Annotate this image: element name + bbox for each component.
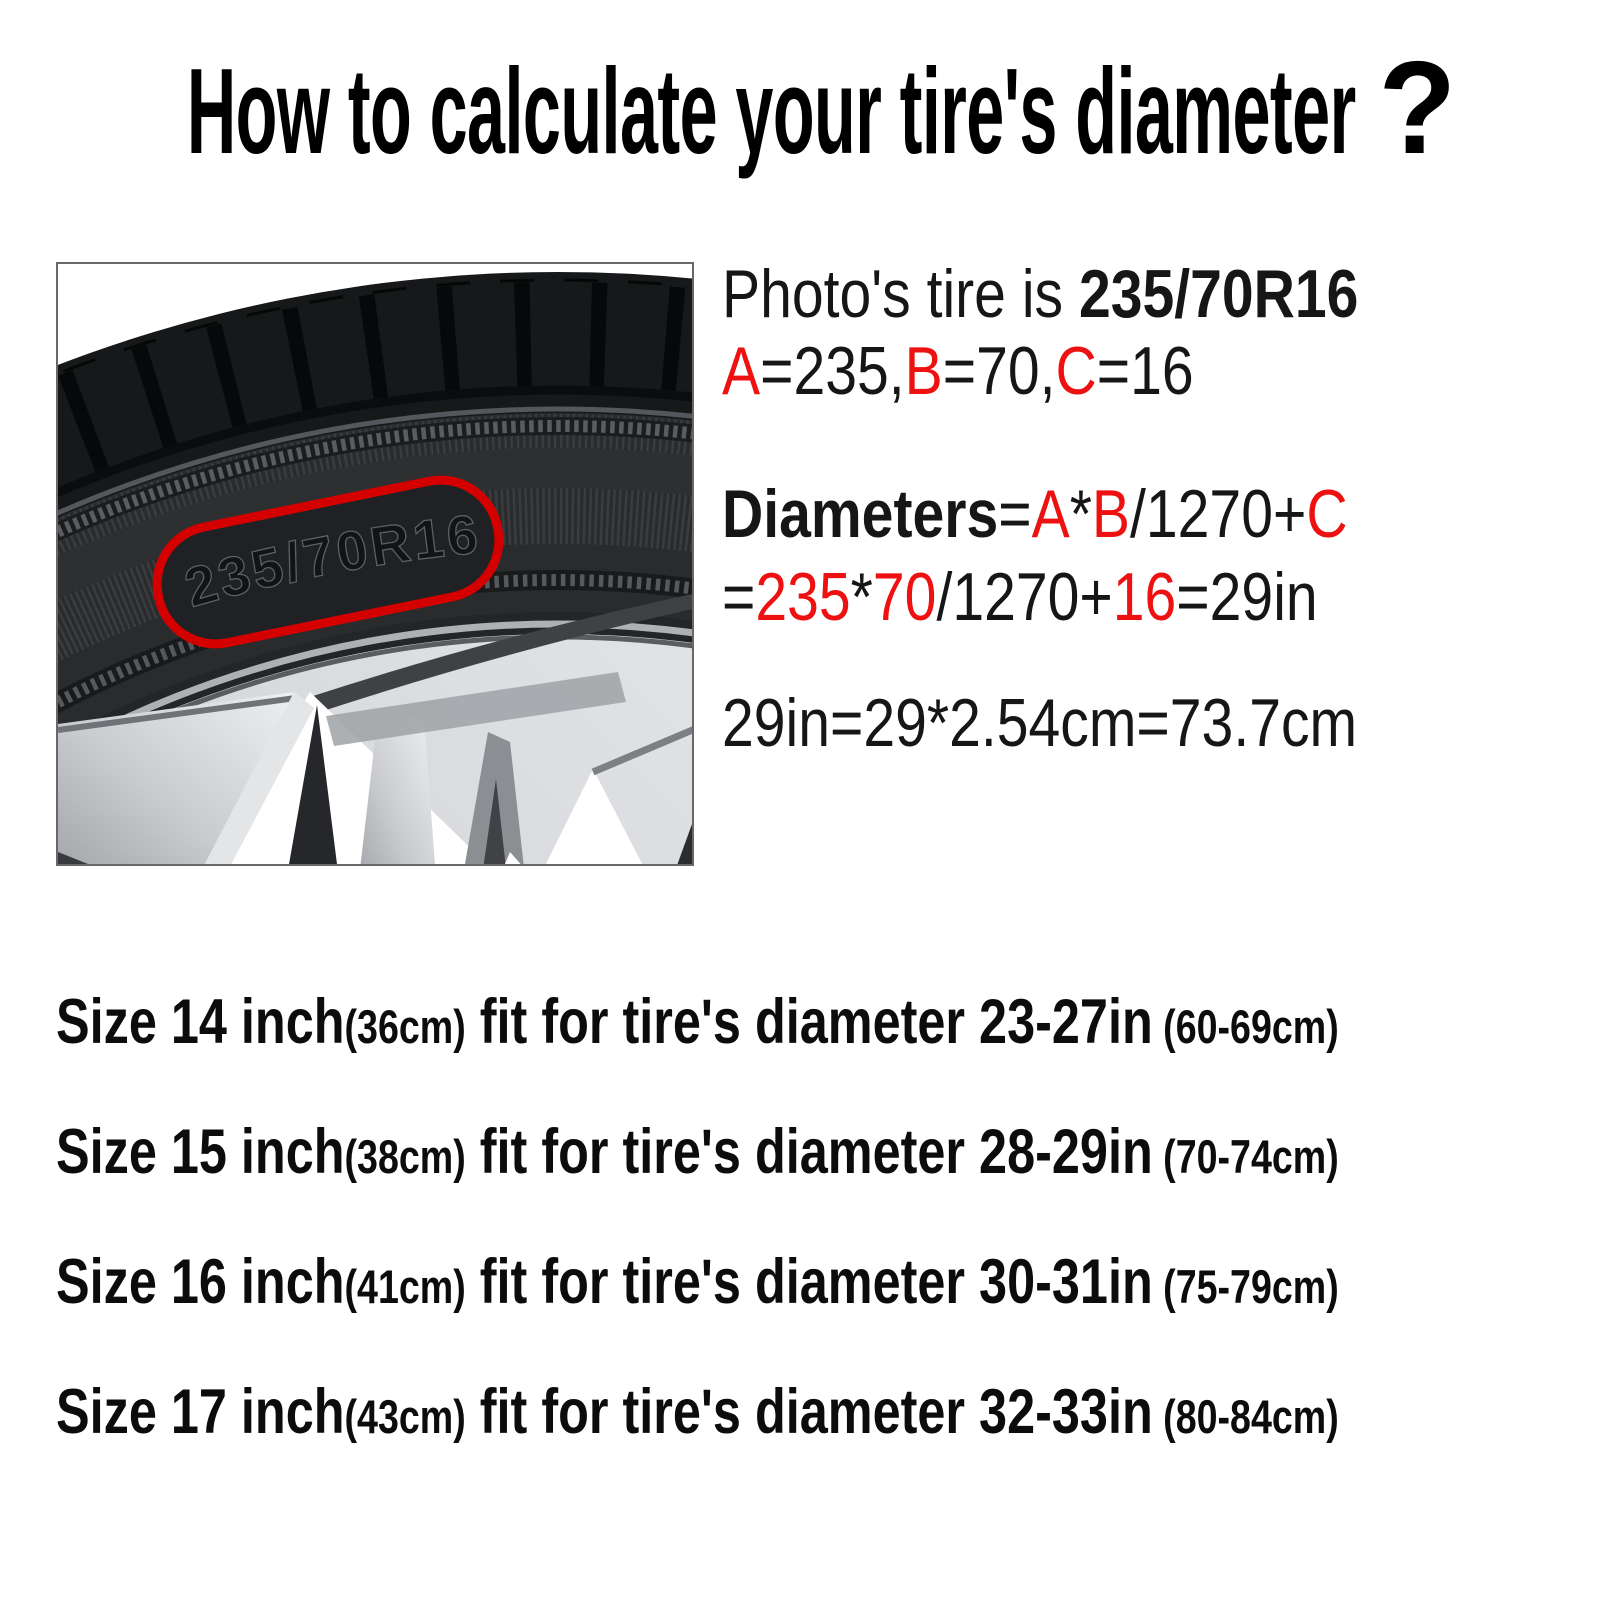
page-title-question-mark: ? <box>1378 34 1455 181</box>
var-a: A <box>722 333 761 409</box>
fit-range-cm: (75-79cm) <box>1152 1260 1339 1313</box>
formula-times: * <box>1069 476 1092 552</box>
fit-range: fit for tire's diameter 28-29in <box>465 1117 1153 1187</box>
size-cm: (43cm) <box>344 1390 466 1443</box>
fit-range-cm: (70-74cm) <box>1152 1130 1339 1183</box>
intro-tire-size: 235/70R16 <box>1078 256 1359 332</box>
size-cm: (36cm) <box>344 1000 466 1053</box>
photo-tire-intro-line <box>722 256 1359 332</box>
var-b: B <box>904 333 943 409</box>
page-title <box>0 34 1600 181</box>
calc-16: 16 <box>1112 559 1177 635</box>
fit-range: fit for tire's diameter 30-31in <box>465 1247 1153 1317</box>
cm-conversion-line: 29in=29*2.54cm=73.7cm <box>722 685 1358 761</box>
size-row-14 <box>56 987 1339 1057</box>
val-c: =16 <box>1096 333 1194 409</box>
size-label: Size 15 inch <box>56 1117 345 1187</box>
fit-range-cm: (80-84cm) <box>1152 1390 1339 1443</box>
var-c: C <box>1055 333 1097 409</box>
tire-size-text: 235/70R16 <box>178 502 484 619</box>
page-title-text <box>186 34 1455 181</box>
formula-equals: = <box>998 476 1032 552</box>
calc-result: =29in <box>1176 559 1318 635</box>
fit-range: fit for tire's diameter 23-27in <box>465 987 1153 1057</box>
diameter-calculation-line <box>722 559 1318 635</box>
calc-const: /1270+ <box>936 559 1113 635</box>
diameter-formula-line <box>722 476 1348 552</box>
formula-c: C <box>1306 476 1348 552</box>
size-label: Size 16 inch <box>56 1247 345 1317</box>
formula-label: Diameters <box>722 476 999 552</box>
val-a: =235, <box>760 333 905 409</box>
tire-photo <box>56 262 694 866</box>
size-row-17 <box>56 1377 1339 1447</box>
formula-b: B <box>1091 476 1131 552</box>
calc-equals: = <box>722 559 756 635</box>
formula-a: A <box>1031 476 1070 552</box>
size-row-16 <box>56 1247 1339 1317</box>
calc-times: * <box>850 559 873 635</box>
tire-photo-illustration <box>58 264 692 864</box>
size-cm: (38cm) <box>344 1130 466 1183</box>
fit-range-cm: (60-69cm) <box>1152 1000 1339 1053</box>
calc-235: 235 <box>755 559 851 635</box>
val-b: =70, <box>942 333 1056 409</box>
size-label: Size 17 inch <box>56 1377 345 1447</box>
size-cm: (41cm) <box>344 1260 466 1313</box>
calc-70: 70 <box>872 559 937 635</box>
size-row-15 <box>56 1117 1339 1187</box>
size-label: Size 14 inch <box>56 987 345 1057</box>
intro-text: Photo's tire is <box>722 256 1079 332</box>
page-title-main: How to calculate your tire's diameter <box>186 43 1356 179</box>
fit-range: fit for tire's diameter 32-33in <box>465 1377 1153 1447</box>
formula-const: /1270+ <box>1130 476 1307 552</box>
abc-values-line <box>722 333 1194 409</box>
